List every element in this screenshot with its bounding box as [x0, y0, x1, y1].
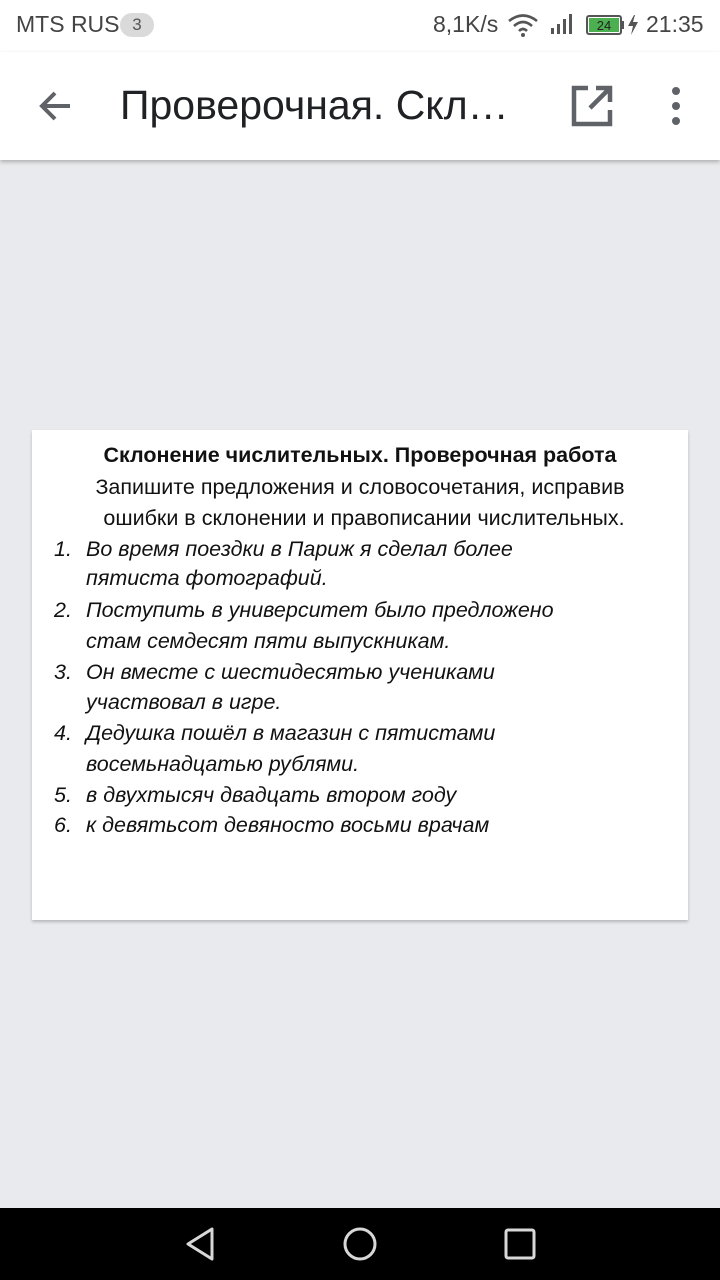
home-circle-icon[interactable]	[340, 1224, 380, 1264]
instruction-line: ошибки в склонении и правописании числительных.	[103, 506, 625, 530]
item-number: 1.	[54, 537, 72, 561]
back-arrow-icon[interactable]	[32, 82, 80, 130]
battery-level: 24	[596, 18, 612, 33]
clock: 21:35	[646, 11, 704, 37]
battery-icon	[586, 13, 642, 37]
back-triangle-icon[interactable]	[180, 1224, 220, 1264]
open-in-new-icon[interactable]	[566, 80, 618, 132]
signal-icon	[549, 13, 575, 35]
list-item	[32, 598, 688, 629]
app-bar	[0, 52, 720, 160]
item-text: участвовал в игре.	[86, 690, 282, 714]
item-number: 6.	[54, 813, 72, 837]
list-item-continuation	[32, 752, 688, 783]
document-page	[32, 430, 688, 920]
item-text: стам семдесят пяти выпускникам.	[86, 629, 451, 653]
list-item-continuation	[32, 566, 688, 597]
list-item	[32, 783, 688, 814]
item-text: Дедушка пошёл в магазин с пятистами	[86, 721, 496, 745]
list-item-continuation	[32, 690, 688, 721]
instruction-line: Запишите предложения и словосочетания, исправив	[95, 475, 625, 499]
item-number: 3.	[54, 660, 72, 684]
wifi-icon	[508, 12, 538, 38]
document-heading: Склонение числительных. Проверочная работа	[103, 443, 617, 467]
navigation-bar	[0, 1208, 720, 1280]
page-title: Проверочная. Скл…	[120, 82, 509, 128]
item-number: 2.	[54, 598, 72, 622]
item-text: восемьнадцатью рублями.	[86, 752, 360, 776]
item-text: Он вместе с шестидесятью учениками	[86, 660, 495, 684]
list-item	[32, 721, 688, 752]
item-number: 5.	[54, 783, 72, 807]
list-item	[32, 537, 688, 568]
notification-count-badge: 3	[120, 13, 154, 37]
status-bar	[0, 0, 720, 52]
list-item	[32, 660, 688, 691]
list-item-continuation	[32, 629, 688, 660]
item-text: в двухтысяч двадцать втором году	[86, 783, 457, 807]
item-number: 4.	[54, 721, 72, 745]
network-speed: 8,1K/s	[433, 11, 499, 37]
list-item	[32, 813, 688, 844]
recents-square-icon[interactable]	[500, 1224, 540, 1264]
carrier-name: MTS RUS	[16, 11, 120, 37]
item-text: Во время поездки в Париж я сделал более	[86, 537, 513, 561]
item-text: к девятьсот девяносто восьми врачам	[86, 813, 490, 837]
item-text: Поступить в университет было предложено	[86, 598, 554, 622]
more-vert-icon[interactable]	[652, 82, 700, 130]
item-text: пятиста фотографий.	[86, 566, 328, 590]
